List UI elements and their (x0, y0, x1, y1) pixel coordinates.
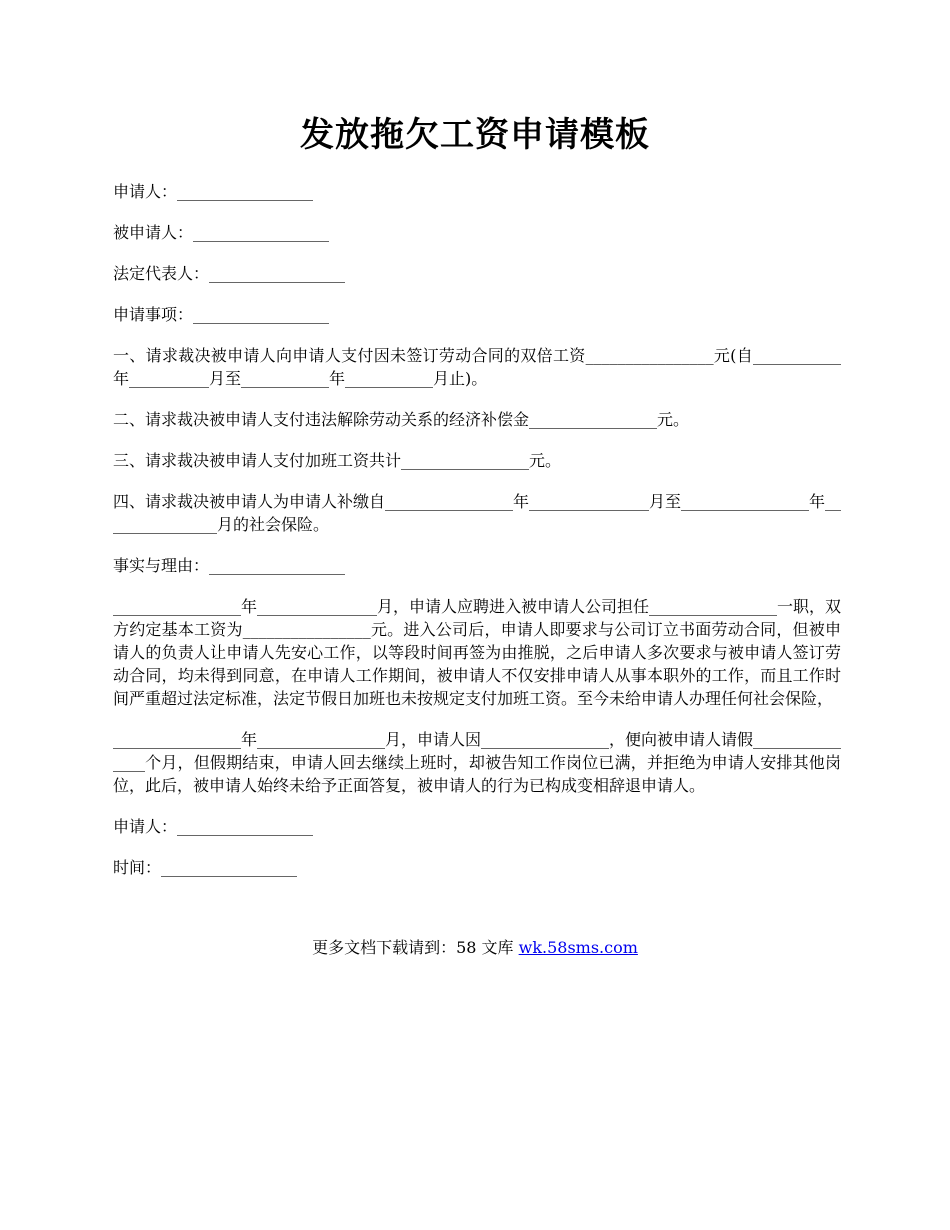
download-footer (0, 936, 950, 959)
footer-text: 更多文档下载请到：58 文库 (312, 938, 519, 957)
request-item-1: 一、请求裁决被申请人向申请人支付因未签订劳动合同的双倍工资________________元(自___________年__________月至___________年___________月止)。 (113, 346, 841, 388)
signature-time: 时间：_________________ (113, 858, 298, 877)
document-body (113, 180, 841, 897)
request-item-2: 二、请求裁决被申请人支付违法解除劳动关系的经济补偿金________________元。 (113, 410, 690, 429)
respondent-field: 被申请人：_________________ (113, 223, 330, 242)
signature-applicant: 申请人：_________________ (113, 817, 314, 836)
facts-paragraph-2: ________________年________________月，申请人因________________，便向被申请人请假_______________个月，但假期结束，申请人回去继续上班时，却被告知工作岗位已满，并拒绝为申请人安排其他岗位，此后，被申请人始终未给予正面答复，被申请人的行为已构成变相辞退申请人。 (113, 730, 842, 795)
facts-label: 事实与理由：_________________ (113, 556, 346, 575)
request-item-3: 三、请求裁决被申请人支付加班工资共计________________元。 (113, 451, 562, 470)
legal-rep-field: 法定代表人：_________________ (113, 264, 346, 283)
applicant-field: 申请人：_________________ (113, 182, 314, 201)
matters-field: 申请事项：_________________ (113, 305, 330, 324)
footer-link[interactable]: wk.58sms.com (518, 938, 638, 957)
facts-paragraph-1: ________________年_______________月，申请人应聘进入被申请人公司担任________________一职，双方约定基本工资为________________元。进入公司后，申请人即要求与公司订立书面劳动合同，但被申请人的负责人让申请人先安心工作，以等段时间再签为由推脱，之后申请人多次要求与被申请人签订劳动合同，均未得到同意，在申请人工作期间，被申请人不仅安排申请人从事本职外的工作，而且工作时间严重超过法定标准，法定节假日加班也未按规定支付加班工资。至今未给申请人办理任何社会保险， (113, 597, 842, 708)
document-title: 发放拖欠工资申请模板 (300, 115, 650, 155)
request-item-4: 四、请求裁决被申请人为申请人补缴自________________年_______________月至________________年_______________月的社会保险。 (113, 492, 842, 534)
